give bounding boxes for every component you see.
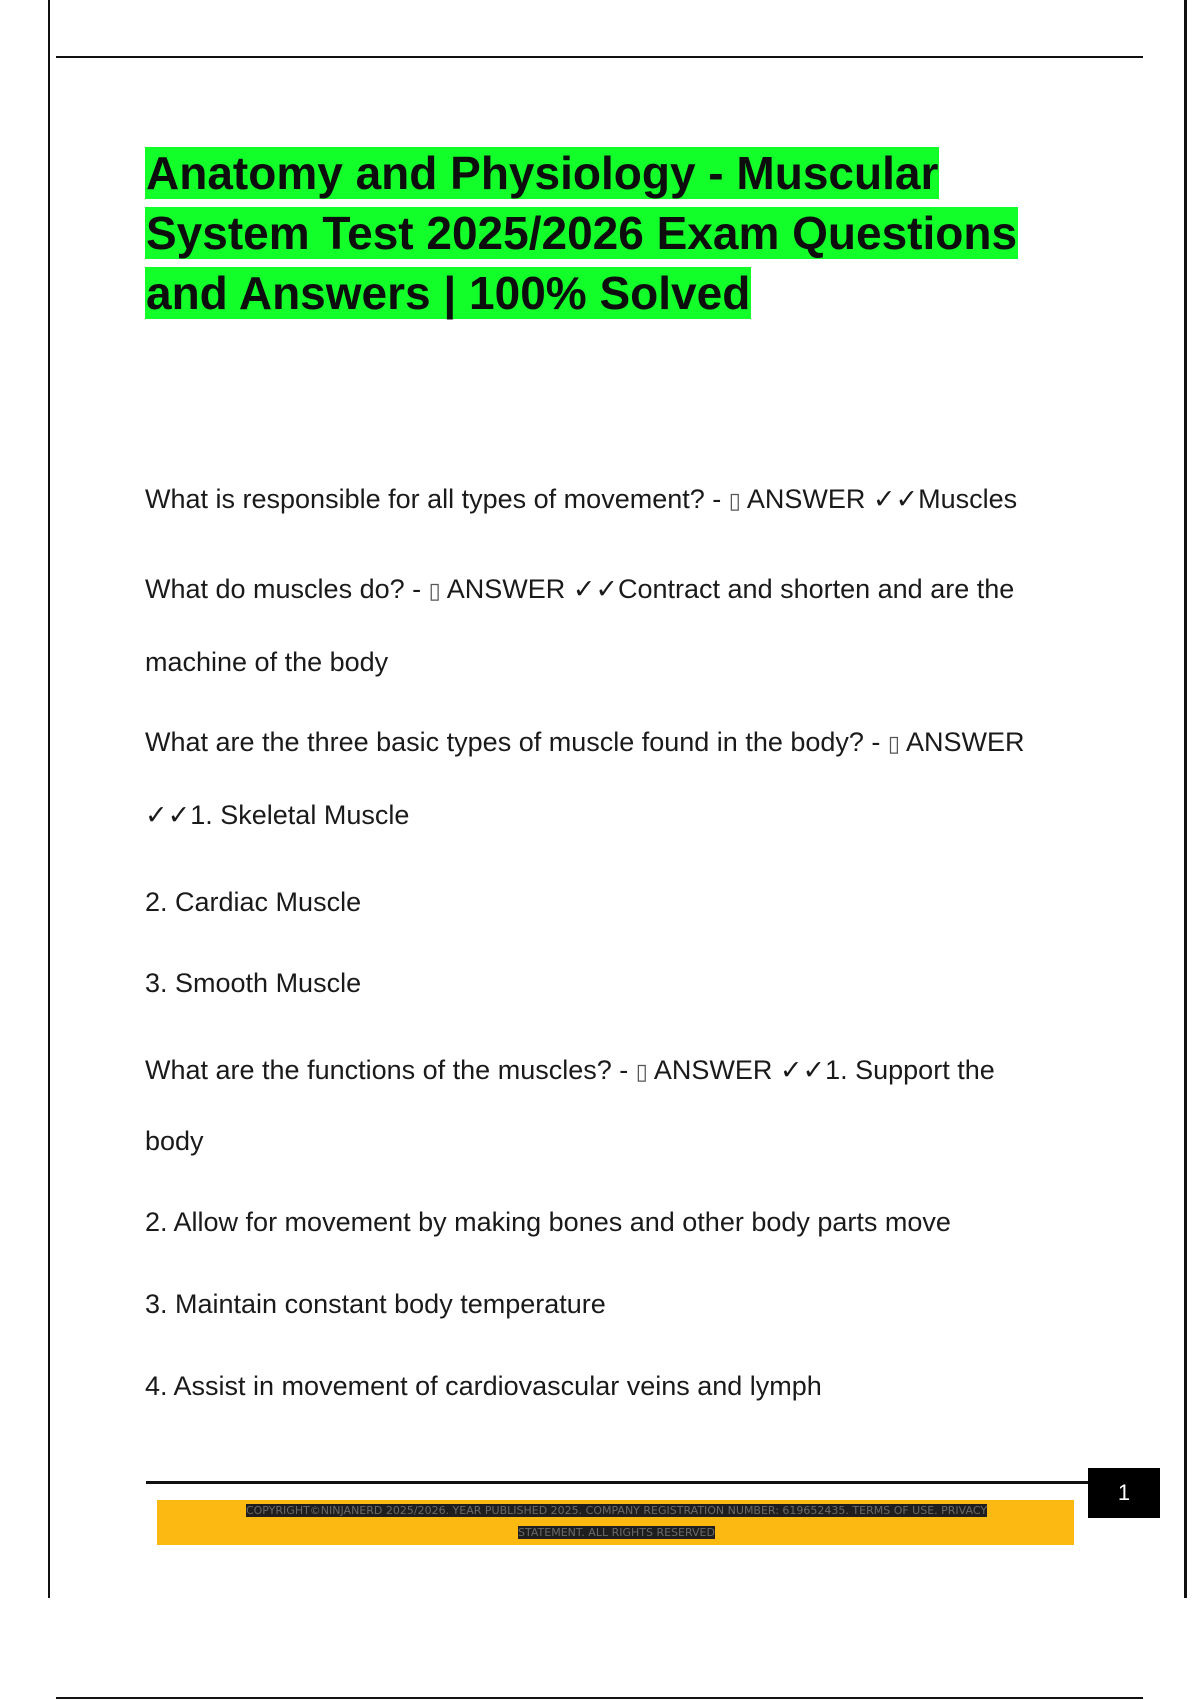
document-title [145,143,1085,323]
title-line-1: Anatomy and Physiology - Muscular [146,147,939,199]
page-border-left [48,0,50,1598]
answer-box-icon: ▯ [728,488,741,513]
title-line-3: and Answers | 100% Solved [146,267,751,319]
title-line-2: System Test 2025/2026 Exam Questions [146,207,1018,259]
answer-2-continuation: machine of the body [145,647,389,677]
answer-4-item-3: 3. Maintain constant body temperature [145,1289,606,1319]
header-rule [56,56,1143,58]
page-border-right [1184,0,1187,1598]
question-1: What is responsible for all types of movement? - ▯ ANSWER ✓✓Muscles [145,484,1018,514]
footer-rule [146,1481,1088,1484]
copyright-line-1: COPYRIGHT©NINJANERD 2025/2026. YEAR PUBLISHED 2025. COMPANY REGISTRATION NUMBER: 619652435. TERMS OF USE. PRIVACY [245,1504,988,1517]
answer-3-item-2: 2. Cardiac Muscle [145,887,362,917]
answer-3-item-3: 3. Smooth Muscle [145,968,362,998]
next-page-rule [56,1697,1143,1699]
copyright-line-2: STATEMENT. ALL RIGHTS RESERVED [518,1526,715,1539]
answer-box-icon: ▯ [887,731,901,756]
page-number: 1 [1088,1468,1160,1518]
answer-box-icon: ▯ [635,1059,648,1084]
question-3: What are the three basic types of muscle found in the body? - ▯ ANSWER [145,727,1025,757]
answer-4-item-4: 4. Assist in movement of cardiovascular veins and lymph [145,1371,822,1401]
question-4: What are the functions of the muscles? - ▯ ANSWER ✓✓1. Support the [145,1055,995,1085]
answer-box-icon: ▯ [428,578,441,603]
question-2: What do muscles do? - ▯ ANSWER ✓✓Contract and shorten and are the [145,574,1015,604]
answer-4-continuation: body [145,1126,204,1156]
answer-3-item-1: ✓✓1. Skeletal Muscle [145,800,410,830]
answer-4-item-2: 2. Allow for movement by making bones and other body parts move [145,1207,951,1237]
copyright-notice [170,1500,1063,1544]
